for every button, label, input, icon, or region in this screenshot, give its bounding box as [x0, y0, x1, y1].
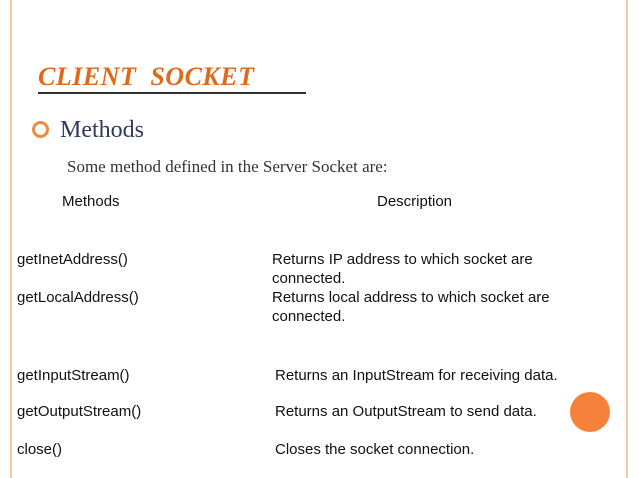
- bullet-icon: [32, 121, 49, 138]
- method-description: Returns local address to which socket are connected.: [272, 289, 550, 325]
- method-name: getInetAddress(): [17, 251, 128, 268]
- method-name: close(): [17, 441, 63, 458]
- right-frame-line: [626, 0, 628, 478]
- method-name: getLocalAddress(): [17, 289, 139, 306]
- left-frame-line: [10, 0, 12, 478]
- method-name: getOutputStream(): [17, 403, 142, 420]
- method-description: Returns IP address to which socket are connected.: [272, 251, 533, 287]
- column-header-description: Description: [377, 193, 453, 210]
- slide-title: CLIENT SOCKET: [38, 62, 255, 91]
- bullet-methods: Methods: [60, 117, 144, 143]
- method-description: Returns an InputStream for receiving data.: [275, 367, 558, 384]
- title-underline: [38, 92, 306, 94]
- method-description: Returns an OutputStream to send data.: [275, 403, 537, 420]
- intro-text: Some method defined in the Server Socket are:: [67, 157, 388, 176]
- method-description: Closes the socket connection.: [275, 441, 475, 458]
- column-header-methods: Methods: [62, 193, 120, 210]
- method-name: getInputStream(): [17, 367, 130, 384]
